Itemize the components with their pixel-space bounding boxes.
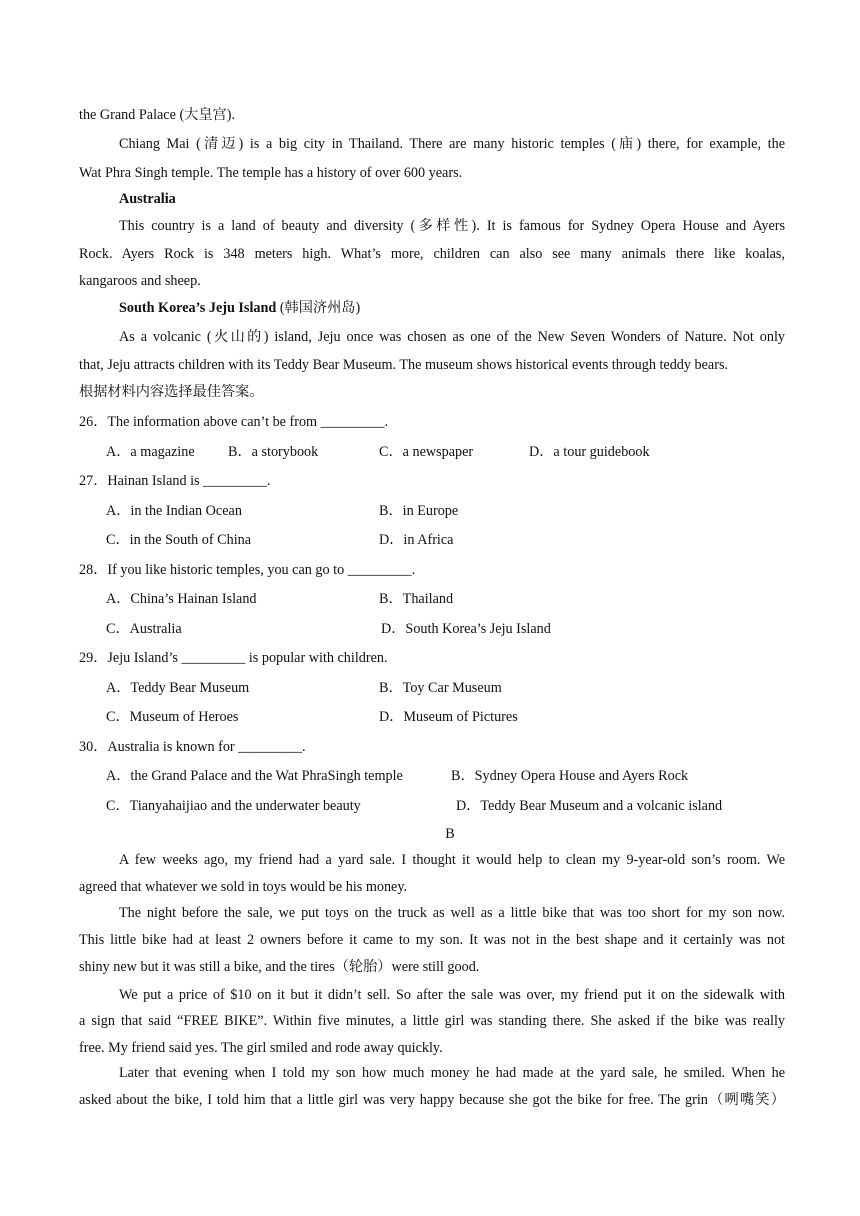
option-d[interactable]: D．in Africa	[379, 532, 454, 548]
australia-heading: Australia	[119, 191, 176, 207]
australia-line-2: Rock. Ayers Rock is 348 meters high. What’s more, children can also see many animals there like koalas,	[79, 246, 785, 262]
australia-line-3: kangaroos and sheep.	[79, 273, 201, 289]
option-c[interactable]: C．Tianyahaijiao and the underwater beauty	[106, 798, 361, 814]
australia-line-1: This country is a land of beauty and diversity (多样性). It is famous for Sydney Opera House and Ayers	[119, 218, 785, 234]
thailand-line-1: Chiang Mai (清迈) is a big city in Thailand. There are many historic temples (庙) there, for example, the	[119, 136, 785, 152]
question-stem: 28．If you like historic temples, you can go to _________.	[79, 562, 416, 578]
section-b-label: B	[445, 826, 455, 842]
passage-b-p1-line-2: agreed that whatever we sold in toys would be his money.	[79, 879, 408, 895]
question-stem: 30．Australia is known for _________.	[79, 739, 306, 755]
passage-b-p4-line-2: asked about the bike, I told him that a little girl was very happy because she got the bike for free. The grin（咧嘴笑）	[79, 1092, 785, 1108]
option-a[interactable]: A．Teddy Bear Museum	[106, 680, 250, 696]
jeju-heading-rest: (韩国济州岛)	[276, 300, 361, 316]
jeju-heading-bold: South Korea’s Jeju Island	[119, 300, 277, 316]
instruction: 根据材料内容选择最佳答案。	[79, 384, 264, 400]
jeju-line-1: As a volcanic (火山的) island, Jeju once was chosen as one of the New Seven Wonders of Nature. Not only	[119, 329, 785, 345]
question-stem: 26．The information above can’t be from _________.	[79, 414, 389, 430]
question-stem: 27．Hainan Island is _________.	[79, 473, 271, 489]
option-c[interactable]: C．in the South of China	[106, 532, 252, 548]
passage-b-p3-line-1: We put a price of $10 on it but it didn’t sell. So after the sale was over, my friend put it on the sidewalk with	[119, 987, 785, 1003]
option-c[interactable]: C．Australia	[106, 621, 182, 637]
option-d[interactable]: D．Teddy Bear Museum and a volcanic island	[456, 798, 723, 814]
passage-b-p4-line-1: Later that evening when I told my son how much money he had made at the yard sale, he smiled. When he	[119, 1065, 785, 1081]
option-b[interactable]: B．Sydney Opera House and Ayers Rock	[451, 768, 689, 784]
option-a[interactable]: A．in the Indian Ocean	[106, 503, 242, 519]
jeju-heading	[119, 300, 360, 316]
option-d[interactable]: D．a tour guidebook	[529, 444, 650, 460]
option-b[interactable]: B．Thailand	[379, 591, 454, 607]
question-stem: 29．Jeju Island’s _________ is popular with children.	[79, 650, 388, 666]
option-b[interactable]: B．a storybook	[228, 444, 319, 460]
passage-b-p2-line-2: This little bike had at least 2 owners before it came to my son. It was not in the best shape and it certainly was not	[79, 932, 785, 948]
passage-b-p1-line-1: A few weeks ago, my friend had a yard sale. I thought it would help to clean my 9-year-old son’s room. We	[119, 852, 785, 868]
passage-b-p3-line-2: a sign that said “FREE BIKE”. Within five minutes, a little girl was standing there. She asked if the bike was really	[79, 1013, 785, 1029]
thailand-line-2: Wat Phra Singh temple. The temple has a history of over 600 years.	[79, 165, 463, 181]
passage-b-p2-line-1: The night before the sale, we put toys on the truck as well as a little bike that was too short for my son now.	[119, 905, 785, 921]
option-a[interactable]: A．a magazine	[106, 444, 195, 460]
jeju-line-2: that, Jeju attracts children with its Teddy Bear Museum. The museum shows historical events through teddy bears.	[79, 357, 729, 373]
option-a[interactable]: A．China’s Hainan Island	[106, 591, 257, 607]
option-c[interactable]: C．Museum of Heroes	[106, 709, 239, 725]
option-d[interactable]: D．Museum of Pictures	[379, 709, 518, 725]
option-b[interactable]: B．in Europe	[379, 503, 459, 519]
option-a[interactable]: A．the Grand Palace and the Wat PhraSingh temple	[106, 768, 403, 784]
intro-tail: the Grand Palace (大皇宫).	[79, 107, 236, 123]
option-c[interactable]: C．a newspaper	[379, 444, 474, 460]
passage-b-p2-line-3: shiny new but it was still a bike, and the tires（轮胎）were still good.	[79, 959, 480, 975]
option-b[interactable]: B．Toy Car Museum	[379, 680, 502, 696]
option-d[interactable]: D．South Korea’s Jeju Island	[381, 621, 551, 637]
passage-b-p3-line-3: free. My friend said yes. The girl smiled and rode away quickly.	[79, 1040, 443, 1056]
